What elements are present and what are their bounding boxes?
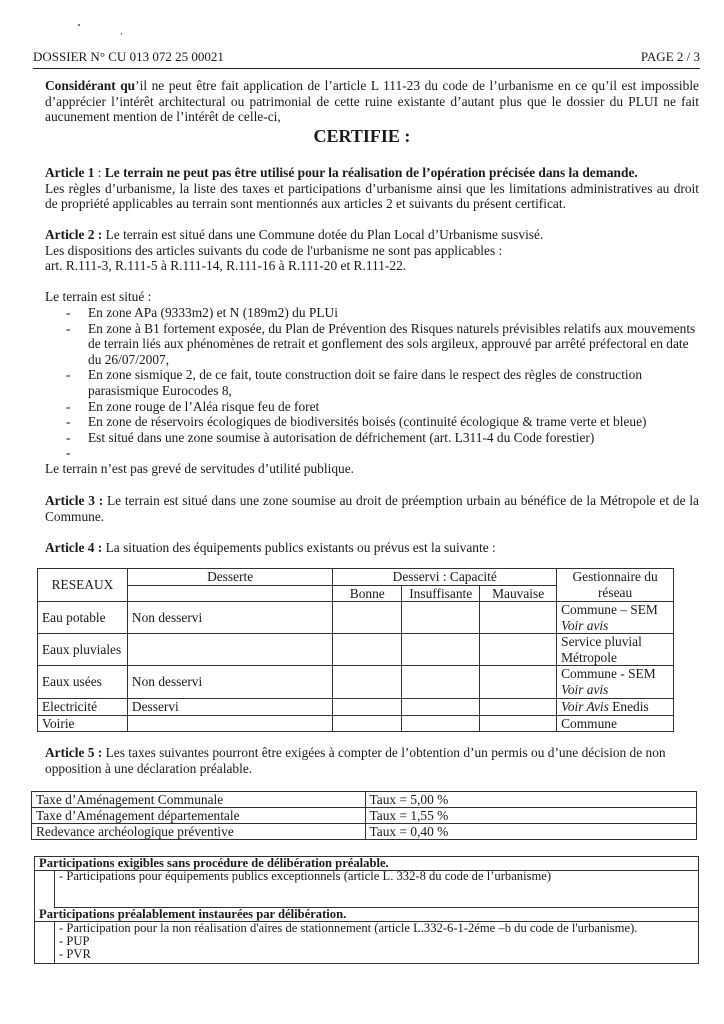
- bullet-dash: -: [66, 414, 71, 430]
- taxes-table: [31, 791, 697, 840]
- cell-gestionnaire: [557, 666, 674, 699]
- list-item: [45, 399, 705, 415]
- cell-desserte: Non desservi: [127, 602, 332, 634]
- gest-line1: Commune – SEM: [561, 602, 658, 617]
- list-item: [55, 870, 698, 908]
- bullet-dash: -: [66, 445, 71, 461]
- cell-reseau: Voirie: [38, 715, 128, 732]
- cell-bonne: [333, 666, 402, 699]
- cell-gestionnaire: [557, 715, 674, 732]
- article-1-bold: Le terrain ne peut pas être utilisé pour la réalisation de l’opération précisée dans la demande.: [104, 165, 638, 180]
- cell-bonne: [333, 634, 402, 666]
- table-row: [32, 808, 697, 824]
- gest-italic: Voir Avis: [561, 699, 609, 714]
- article-4-text: La situation des équipements publics existants ou prévus est la suivante :: [102, 540, 496, 555]
- table-row: [38, 666, 674, 699]
- considerant-lead: Considérant qu: [45, 78, 136, 93]
- cell-desserte: [127, 634, 332, 666]
- table-row: [32, 792, 697, 808]
- header-capacite: Desservi : Capacité: [333, 569, 557, 586]
- cell-mauvaise: [480, 634, 557, 666]
- table-row: [38, 715, 674, 732]
- cell-insuffisante: [402, 602, 480, 634]
- tax-name: Taxe d’Aménagement Communale: [32, 792, 366, 808]
- cell-bonne: [333, 699, 402, 716]
- participations-section1-title: Participations exigibles sans procédure de délibération préalable.: [35, 857, 698, 871]
- gest-italic: Voir avis: [561, 681, 609, 697]
- participation-item: - PUP: [59, 934, 90, 949]
- cell-gestionnaire: [557, 699, 674, 716]
- checkbox-section1[interactable]: [35, 870, 55, 908]
- cell-insuffisante: [402, 715, 480, 732]
- bullet-dash: -: [66, 398, 71, 414]
- gest-line1: Service pluvial: [561, 634, 642, 649]
- article-3-label: Article 3 :: [45, 493, 104, 508]
- list-item: [55, 922, 698, 963]
- article-1-sep: :: [94, 165, 105, 180]
- list-item-text: Est situé dans une zone soumise à autorisation de défrichement (art. L311-4 du Code forestier): [88, 429, 595, 445]
- participations-box: [34, 856, 699, 964]
- header-gestionnaire: Gestionnaire du réseau: [557, 569, 674, 602]
- article-2-line2: Les dispositions des articles suivants du code de l'urbanisme ne sont pas applicables :: [45, 242, 503, 258]
- cell-gestionnaire: [557, 602, 674, 634]
- table-row: [38, 634, 674, 666]
- list-item: [45, 321, 696, 368]
- cell-desserte: Non desservi: [127, 666, 332, 699]
- gest-after: Enedis: [608, 699, 649, 714]
- dossier-number: DOSSIER N° CU 013 072 25 00021: [33, 49, 224, 64]
- cell-reseau: Eaux usées: [38, 666, 128, 699]
- servitudes-text: Le terrain n’est pas grevé de servitudes d’utilité publique.: [45, 461, 354, 476]
- considerant-paragraph: [45, 78, 699, 125]
- cell-mauvaise: [480, 699, 557, 716]
- tax-rate: Taux = 1,55 %: [365, 808, 696, 824]
- header-rule: [33, 68, 700, 69]
- cell-insuffisante: [402, 666, 480, 699]
- article-1-text: Les règles d’urbanisme, la liste des taxes et participations d’urbanisme ainsi que les limitations administratives au droit de propriété applicables au terrain sont mentionnés aux articles 2 et suivants du présent certificat.: [45, 180, 699, 212]
- gest-line1: Commune: [561, 715, 617, 731]
- participation-item: - Participation pour la non réalisation d'aires de stationnement (article L.332-6-1-2éme –b du code de l'urbanisme).: [59, 921, 638, 935]
- tax-rate: Taux = 0,40 %: [365, 824, 696, 840]
- scan-speck: [121, 33, 122, 35]
- list-item: [45, 414, 705, 430]
- gest-italic: Voir avis: [561, 617, 609, 633]
- bullet-dash: -: [66, 305, 71, 320]
- header-mauvaise: Mauvaise: [480, 585, 557, 602]
- list-item-text: En zone APa (9333m2) et N (189m2) du PLUi: [88, 305, 338, 320]
- gest-after: Métropole: [561, 649, 617, 665]
- article-4: [45, 540, 699, 556]
- list-item-text: En zone sismique 2, de ce fait, toute construction doit se faire dans le respect des règles de construction parasismique Eurocodes 8,: [88, 367, 643, 398]
- terrain-situation-list: [45, 305, 705, 461]
- article-2-label: Article 2 :: [45, 227, 103, 242]
- article-3: [45, 493, 699, 524]
- terrain-situe-label: Le terrain est situé :: [45, 289, 152, 304]
- participation-item: - Participations pour équipements publics exceptionnels (article L. 332-8 du code de l’urbanisme): [59, 869, 552, 883]
- header-bonne: Bonne: [333, 585, 402, 602]
- list-item: [45, 445, 705, 461]
- participation-item: - PVR: [59, 947, 91, 962]
- gest-line1: Commune - SEM: [561, 666, 656, 681]
- list-item: [45, 305, 705, 321]
- equipements-table: [37, 568, 674, 732]
- article-4-label: Article 4 :: [45, 540, 103, 555]
- cell-insuffisante: [402, 699, 480, 716]
- cell-reseau: Eaux pluviales: [38, 634, 128, 666]
- cell-mauvaise: [480, 715, 557, 732]
- list-item-text: En zone à B1 fortement exposée, du Plan de Prévention des Risques naturels prévisibles relatifs aux mouvements de terrain liés aux phénomènes de retrait et gonflement des sols argileux, approuvé par arrêté préfectoral en date du 26/07/2007,: [88, 320, 696, 367]
- tax-name: Redevance archéologique préventive: [32, 824, 366, 840]
- article-2: [45, 227, 699, 274]
- cell-desserte: Desservi: [127, 699, 332, 716]
- bullet-dash: -: [66, 367, 71, 383]
- considerant-text: ’il ne peut être fait application de l’article L 111-23 du code de l’urbanisme en ce qu’il est impossible d’apprécier l’intérêt architectural ou patrimonial de cette ruine existante d’autant plus que le dossier du PLUI ne fait aucunement mention de l’intérêt de celle-ci,: [45, 78, 699, 125]
- cell-reseau: Eau potable: [38, 602, 128, 634]
- list-item: [45, 367, 678, 398]
- list-item-text: En zone de réservoirs écologiques de biodiversités boisés (continuité écologique & trame verte et bleue): [88, 414, 647, 430]
- cell-mauvaise: [480, 666, 557, 699]
- list-item: [45, 430, 705, 446]
- participations-section2-title: Participations préalablement instaurées par délibération.: [35, 908, 698, 922]
- article-5-text: Les taxes suivantes pourront être exigées à compter de l’obtention d’un permis ou d’une décision de non opposition à une déclaration préalable.: [45, 745, 666, 776]
- cell-bonne: [333, 602, 402, 634]
- article-2-line1: Le terrain est situé dans une Commune dotée du Plan Local d’Urbanisme susvisé.: [102, 227, 544, 242]
- cell-insuffisante: [402, 634, 480, 666]
- scan-speck: [78, 24, 80, 26]
- article-2-line3: art. R.111-3, R.111-5 à R.111-14, R.111-16 à R.111-20 et R.111-22.: [45, 258, 407, 274]
- article-1-label: Article 1: [45, 165, 95, 180]
- page-number: PAGE 2 / 3: [640, 49, 700, 64]
- checkbox-section2[interactable]: [35, 922, 55, 963]
- cell-reseau: Electricité: [38, 699, 128, 716]
- header-desserte: Desserte: [127, 569, 332, 586]
- header-insuffisante: Insuffisante: [402, 585, 480, 602]
- table-row: [32, 824, 697, 840]
- tax-name: Taxe d’Aménagement départementale: [32, 808, 366, 824]
- cell-gestionnaire: [557, 634, 674, 666]
- tax-rate: Taux = 5,00 %: [365, 792, 696, 808]
- cell-desserte: [127, 715, 332, 732]
- article-5-label: Article 5 :: [45, 745, 103, 760]
- header-desserte-sub: [127, 585, 332, 602]
- cell-bonne: [333, 715, 402, 732]
- article-1: [45, 165, 699, 212]
- table-row: [38, 602, 674, 634]
- article-5: [45, 745, 685, 776]
- header-reseaux: RESEAUX: [38, 569, 128, 602]
- cell-mauvaise: [480, 602, 557, 634]
- bullet-dash: -: [66, 320, 71, 336]
- table-row: [38, 699, 674, 716]
- bullet-dash: -: [66, 429, 71, 445]
- article-3-text: Le terrain est situé dans une zone soumise au droit de préemption urbain au bénéfice de la Métropole et de la Commune.: [45, 493, 699, 524]
- list-item-text: En zone rouge de l’Aléa risque feu de foret: [88, 398, 320, 414]
- certifie-title: CERTIFIE :: [313, 126, 411, 146]
